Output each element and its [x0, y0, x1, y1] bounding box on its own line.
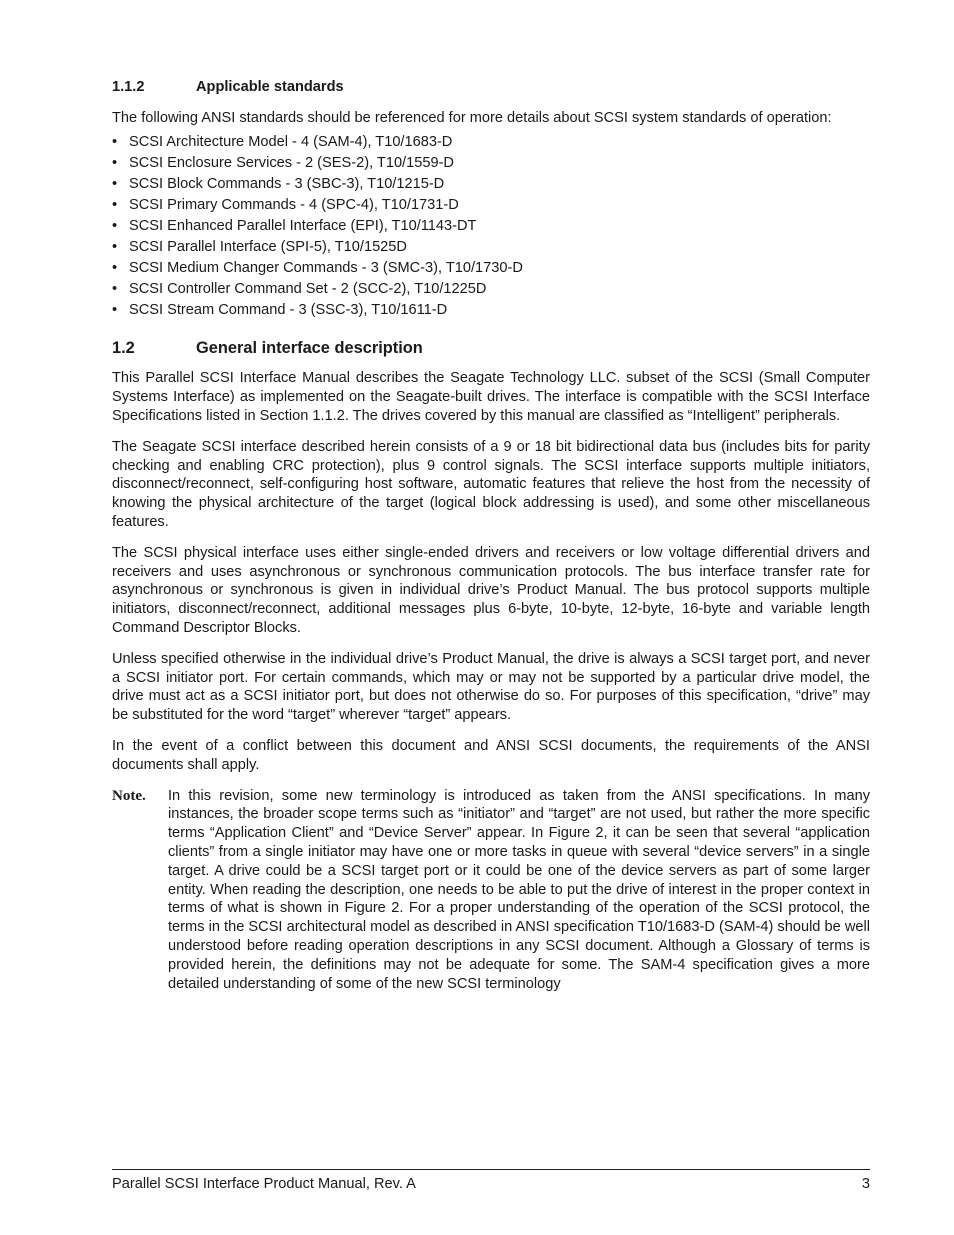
list-item [112, 279, 870, 300]
bullet: • [112, 154, 118, 171]
list-item [112, 153, 870, 174]
note-block [112, 787, 870, 994]
list-item [112, 195, 870, 216]
body-paragraph: The Seagate SCSI interface described herein consists of a 9 or 18 bit bidirectional data bus (includes bits for parity checking and enabling CRC protection), plus 9 control signals. The SCSI interface supports multiple initiators, disconnect/reconnect, self-configuring host software, automatic features that relieve the host from the necessity of knowing the physical architecture of the target (logical block addressing is used), and some other miscellaneous features. [112, 438, 870, 530]
list-item-text: SCSI Controller Command Set - 2 (SCC-2), T10/1225D [129, 280, 487, 297]
section-number: 1.1.2 [112, 79, 145, 95]
list-item-text: SCSI Enhanced Parallel Interface (EPI), T10/1143-DT [129, 217, 477, 234]
list-item [112, 174, 870, 195]
bullet: • [112, 133, 118, 150]
list-item-text: SCSI Architecture Model - 4 (SAM-4), T10/1683-D [129, 133, 453, 150]
list-item-text: SCSI Medium Changer Commands - 3 (SMC-3), T10/1730-D [129, 259, 523, 276]
section-title: General interface description [196, 338, 423, 357]
bullet: • [112, 280, 118, 297]
page-footer [112, 1176, 870, 1192]
bullet: • [112, 217, 118, 234]
bullet: • [112, 238, 118, 255]
bullet: • [112, 175, 118, 192]
body-paragraph: The SCSI physical interface uses either single-ended drivers and receivers or low voltage differential drivers and receivers and uses asynchronous or synchronous communication protocols. The bus interface transfer rate for asynchronous or synchronous is given in individual drive’s Product Manual. The bus protocol supports multiple initiators, disconnect/reconnect, additional messages plus 6-byte, 10-byte, 12-byte, 16-byte and variable length Command Descriptor Blocks. [112, 544, 870, 636]
bullet: • [112, 259, 118, 276]
list-item [112, 300, 870, 321]
list-item-text: SCSI Primary Commands - 4 (SPC-4), T10/1731-D [129, 196, 459, 213]
standards-list [112, 132, 870, 321]
list-item [112, 237, 870, 258]
footer-divider [112, 1169, 870, 1170]
list-item-text: SCSI Block Commands - 3 (SBC-3), T10/1215-D [129, 175, 445, 192]
section-title: Applicable standards [196, 79, 344, 95]
list-item-text: SCSI Parallel Interface (SPI-5), T10/1525D [129, 238, 407, 255]
list-item-text: SCSI Enclosure Services - 2 (SES-2), T10/1559-D [129, 154, 454, 171]
section-heading-1-1-2 [112, 78, 870, 97]
body-paragraph: Unless specified otherwise in the individual drive’s Product Manual, the drive is always a SCSI target port, and never a SCSI initiator port. For certain commands, which may or may not be supported by a particular drive model, the drive must act as a SCSI initiator port, but does not otherwise do so. For purposes of this specification, “drive” may be substituted for the word “target” wherever “target” appears. [112, 650, 870, 724]
note-label: Note. [112, 787, 146, 804]
footer-title: Parallel SCSI Interface Product Manual, Rev. A [112, 1176, 416, 1192]
body-paragraph: In the event of a conflict between this document and ANSI SCSI documents, the requirements of the ANSI documents shall apply. [112, 737, 870, 773]
document-page [112, 78, 870, 993]
standards-intro-paragraph: The following ANSI standards should be referenced for more details about SCSI system standards of operation: [112, 109, 832, 126]
body-paragraph: This Parallel SCSI Interface Manual describes the Seagate Technology LLC. subset of the SCSI (Small Computer Systems Interface) as implemented on the Seagate-built drives. The interface is compatible with the SCSI Interface Specifications listed in Section 1.1.2. The drives covered by this manual are classified as “Intelligent” peripherals. [112, 370, 870, 424]
page-number: 3 [861, 1176, 870, 1192]
bullet: • [112, 301, 118, 318]
note-text: In this revision, some new terminology is introduced as taken from the ANSI specifications. In many instances, the broader scope terms such as “initiator” and “target” are not used, but rather the more specific terms “Application Client” and “Device Server” appear. In Figure 2, it can be seen that several “application clients” from a single initiator may have one or more tasks in queue with several “device servers” in a single target. A drive could be a SCSI target port or it could be one of the device servers as part of some larger entity. When reading the description, one needs to be able to put the drive of interest in the proper context in terms of what is shown in Figure 2. For a proper understanding of the operation of the SCSI protocol, the terms in the SCSI architectural model as described in ANSI specification T10/1683-D (SAM-4) should be well understood before reading operation descriptions in any SCSI document. Although a Glossary of terms is provided herein, the definitions may not be adequate for some. The SAM-4 specification gives a more detailed understanding of some of the new SCSI terminology [168, 787, 870, 992]
list-item [112, 216, 870, 237]
list-item-text: SCSI Stream Command - 3 (SSC-3), T10/1611-D [129, 301, 448, 318]
list-item [112, 258, 870, 279]
list-item [112, 132, 870, 153]
bullet: • [112, 196, 118, 213]
section-number: 1.2 [112, 338, 135, 357]
section-heading-1-2 [112, 339, 870, 358]
